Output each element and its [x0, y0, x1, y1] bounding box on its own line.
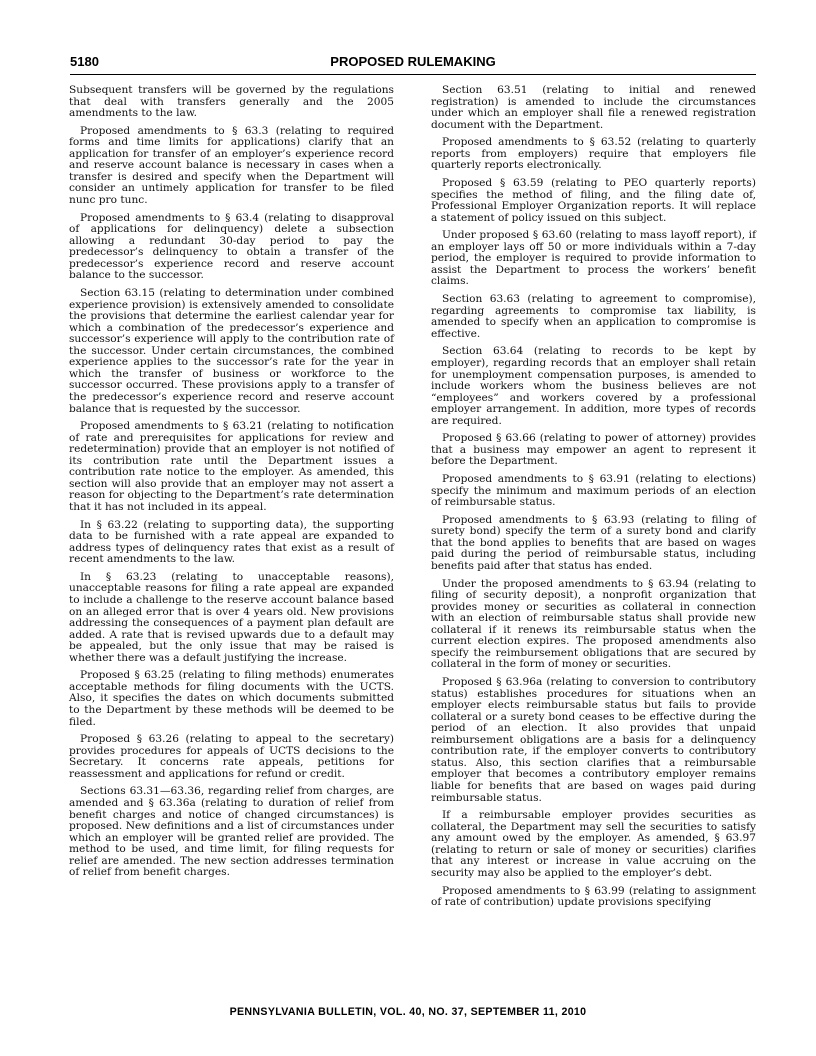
paragraph: Proposed § 63.66 (relating to power of attorney) provides that a business may empower an agent to represent it before the Department. — [431, 432, 756, 468]
paragraph: Under the proposed amendments to § 63.94 (relating to filing of security deposit), a nonprofit organization that provides money or securities as collateral in connection with an election of reimbursable status shall provide new collateral if it renews its reimbursable status when the current election expires. The proposed amendments also specify the reimbursement obligations that are secured by collateral in the form of money or securities. — [431, 577, 756, 671]
paragraph: Sections 63.31—63.36, regarding relief from charges, are amended and § 63.36a (relating to duration of relief from benefit charges and notice of changed circumstances) is proposed. New definitions and a list of circumstances under which an employer will be granted relief are provided. The method to be used, and time limit, for filing requests for relief are amended. The new section addresses termination of relief from benefit charges. — [69, 785, 394, 879]
paragraph: Proposed amendments to § 63.93 (relating to filing of surety bond) specify the term of a surety bond and clarify that the bond applies to benefits that are based on wages paid during the period of reimbursable status, including benefits paid after that status has ended. — [431, 513, 756, 572]
left-column — [69, 85, 394, 885]
paragraph: Proposed amendments to § 63.99 (relating to assignment of rate of contribution) update provisions specifying — [431, 884, 756, 909]
paragraph: In § 63.23 (relating to unacceptable reasons), unacceptable reasons for filing a rate appeal are expanded to include a challenge to the reserve account balance based on an alleged error that is over 4 years old. New provisions addressing the consequences of a payment plan default are added. A rate that is revised upwards due to a default may be appealed, but the only issue that may be raised is whether there was a default justifying the increase. — [69, 570, 394, 664]
page-header — [70, 52, 756, 75]
paragraph: Under proposed § 63.60 (relating to mass layoff report), if an employer lays off 50 or more individuals within a 7-day period, the employer is required to provide information to assist the Department to process the workers’ benefit claims. — [431, 229, 756, 288]
page-footer: PENNSYLVANIA BULLETIN, VOL. 40, NO. 37, SEPTEMBER 11, 2010 — [229, 1006, 587, 1018]
paragraph: Section 63.63 (relating to agreement to compromise), regarding agreements to compromise tax liability, is amended to specify when an application to compromise is effective. — [431, 293, 756, 340]
page-number: 5180 — [70, 54, 99, 69]
paragraph: Section 63.15 (relating to determination under combined experience provision) is extensively amended to consolidate the provisions that determine the earliest calendar year for which a combination of the predecessor’s experience and successor’s experience will apply to the contribution rate of the successor. Under certain circumstances, the combined experience applies to the successor’s rate for the year in which the transfer of business or workforce to the successor occurred. These provisions apply to a transfer of the predecessor’s experience record and reserve account balance that is requested by the successor. — [69, 287, 394, 415]
paragraph: Section 63.64 (relating to records to be kept by employer), regarding records that an employer shall retain for unemployment compensation purposes, is amended to include workers whom the business believes are not “employees” and workers covered by a professional employer arrangement. In addition, more types of records are required. — [431, 345, 756, 427]
paragraph: Proposed § 63.96a (relating to conversion to contributory status) establishes procedures for situations when an employer elects reimbursable status but fails to provide collateral or a surety bond ceases to be effective during the period of an election. It also provides that unpaid reimbursement obligations are a basis for a delinquency contribution rate, if the employer converts to contributory status. Also, this section clarifies that a reimbursable employer that becomes a contributory employer remains liable for benefits that are based on wages paid during reimbursable status. — [431, 676, 756, 804]
paragraph: Proposed amendments to § 63.91 (relating to elections) specify the minimum and maximum periods of an election of reimbursable status. — [431, 473, 756, 509]
paragraph: In § 63.22 (relating to supporting data), the supporting data to be furnished with a rate appeal are expanded to address types of delinquency rates that exist as a result of recent amendments to the law. — [69, 518, 394, 566]
paragraph: Proposed amendments to § 63.52 (relating to quarterly reports from employers) require that employers file quarterly reports electronically. — [431, 136, 756, 172]
paragraph: Proposed amendments to § 63.4 (relating to disapproval of applications for delinquency) delete a subsection allowing a redundant 30-day period to pay the predecessor’s delinquency to obtain a transfer of the predecessor’s experience record and reserve account balance to the successor. — [69, 211, 394, 282]
running-head: PROPOSED RULEMAKING — [330, 54, 496, 69]
paragraph: Section 63.51 (relating to initial and renewed registration) is amended to include the circumstances under which an employer shall file a renewed registration document with the Department. — [431, 84, 756, 131]
right-column — [431, 85, 756, 915]
paragraph: Proposed amendments to § 63.21 (relating to notification of rate and prerequisites for applications for review and redetermination) provide that an employer is not notified of its contribution rate until the Department issues a contribution rate notice to the employer. As amended, this section will also provide that an employer may not assert a reason for objecting to the Department’s rate determination that it has not included in its appeal. — [69, 420, 394, 513]
paragraph: Proposed amendments to § 63.3 (relating to required forms and time limits for applications) clarify that an application for transfer of an employer’s experience record and reserve account balance is necessary in cases when a transfer is desired and specify when the Department will consider an untimely application for transfer to be filed nunc pro tunc. — [69, 124, 394, 207]
paragraph: Proposed § 63.25 (relating to filing methods) enumerates acceptable methods for filing documents with the UCTS. Also, it specifies the dates on which documents submitted to the Department by these methods will be deemed to be filed. — [69, 669, 394, 728]
paragraph: Proposed § 63.26 (relating to appeal to the secretary) provides procedures for appeals of UCTS decisions to the Secretary. It concerns rate appeals, petitions for reassessment and applications for refund or credit. — [69, 733, 394, 780]
paragraph: Subsequent transfers will be governed by the regulations that deal with transfers generally and the 2005 amendments to the law. — [69, 84, 394, 120]
paragraph: Proposed § 63.59 (relating to PEO quarterly reports) specifies the method of filing, and the filing date of, Professional Employer Organization reports. It will replace a statement of policy issued on this subject. — [431, 177, 756, 224]
paragraph: If a reimbursable employer provides securities as collateral, the Department may sell the securities to satisfy any amount owed by the employer. As amended, § 63.97 (relating to return or sale of money or securities) clarifies that any interest or increase in value accruing on the security may also be applied to the employer’s debt. — [431, 809, 756, 879]
